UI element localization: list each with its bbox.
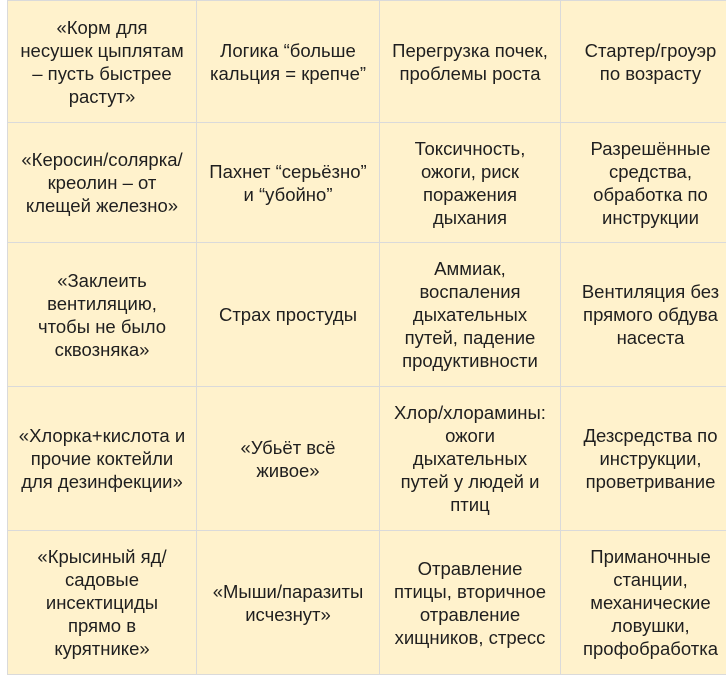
alternative-cell bbox=[561, 243, 726, 387]
myth-text: «Хлорка+кислота и прочие коктейли для дезинфекции» bbox=[18, 425, 186, 492]
logic-cell bbox=[197, 387, 380, 531]
myth-cell bbox=[8, 387, 197, 531]
myth-cell bbox=[8, 243, 197, 387]
table-row bbox=[8, 243, 726, 387]
harm-cell bbox=[380, 387, 561, 531]
table-row bbox=[8, 387, 726, 531]
alternative-text: Приманочные станции, механические ловушки, профобработка bbox=[582, 546, 719, 659]
logic-text: «Убьёт всё живое» bbox=[240, 436, 336, 481]
logic-cell bbox=[197, 243, 380, 387]
myth-text: «Крысиный яд/ садовые инсектициды прямо в курятнике» bbox=[37, 546, 167, 659]
alternative-text: Вентиляция без прямого обдува насеста bbox=[581, 281, 720, 348]
harm-cell bbox=[380, 243, 561, 387]
logic-cell bbox=[197, 1, 380, 123]
alternative-cell bbox=[561, 387, 726, 531]
myth-cell bbox=[8, 123, 197, 243]
logic-cell bbox=[197, 123, 380, 243]
harm-text: Токсичность, ожоги, риск поражения дыхания bbox=[414, 137, 526, 228]
harm-cell bbox=[380, 123, 561, 243]
myths-table-container bbox=[7, 0, 720, 675]
harm-text: Перегрузка почек, проблемы роста bbox=[392, 39, 548, 84]
alternative-text: Дезсредства по инструкции, проветривание bbox=[583, 425, 718, 492]
myth-cell bbox=[8, 1, 197, 123]
myth-cell bbox=[8, 531, 197, 675]
table-row bbox=[8, 531, 726, 675]
table-row bbox=[8, 123, 726, 243]
myth-text: «Керосин/солярка/ креолин – от клещей железно» bbox=[21, 149, 183, 216]
logic-text: Логика “больше кальция = крепче” bbox=[209, 39, 367, 84]
alternative-cell bbox=[561, 123, 726, 243]
myths-table bbox=[7, 0, 726, 675]
harm-text: Аммиак, воспаления дыхательных путей, падение продуктивности bbox=[402, 258, 538, 371]
harm-cell bbox=[380, 531, 561, 675]
harm-text: Отравление птицы, вторичное отравление хищников, стресс bbox=[393, 557, 547, 648]
alternative-cell bbox=[561, 1, 726, 123]
logic-cell bbox=[197, 531, 380, 675]
alternative-text: Стартер/гроуэр по возрасту bbox=[584, 39, 717, 84]
harm-text: Хлор/хлорамины: ожоги дыхательных путей у людей и птиц bbox=[394, 402, 546, 515]
harm-cell bbox=[380, 1, 561, 123]
myth-text: «Корм для несушек цыплятам – пусть быстрее растут» bbox=[20, 16, 184, 107]
logic-text: Страх простуды bbox=[218, 304, 358, 325]
myth-text: «Заклеить вентиляцию, чтобы не было сквозняка» bbox=[37, 269, 167, 360]
logic-text: Пахнет “серьёзно” и “убойно” bbox=[209, 160, 367, 205]
logic-text: «Мыши/паразиты исчезнут» bbox=[212, 580, 364, 625]
table-row bbox=[8, 1, 726, 123]
alternative-text: Разрешённые средства, обработка по инструкции bbox=[590, 137, 711, 228]
alternative-cell bbox=[561, 531, 726, 675]
